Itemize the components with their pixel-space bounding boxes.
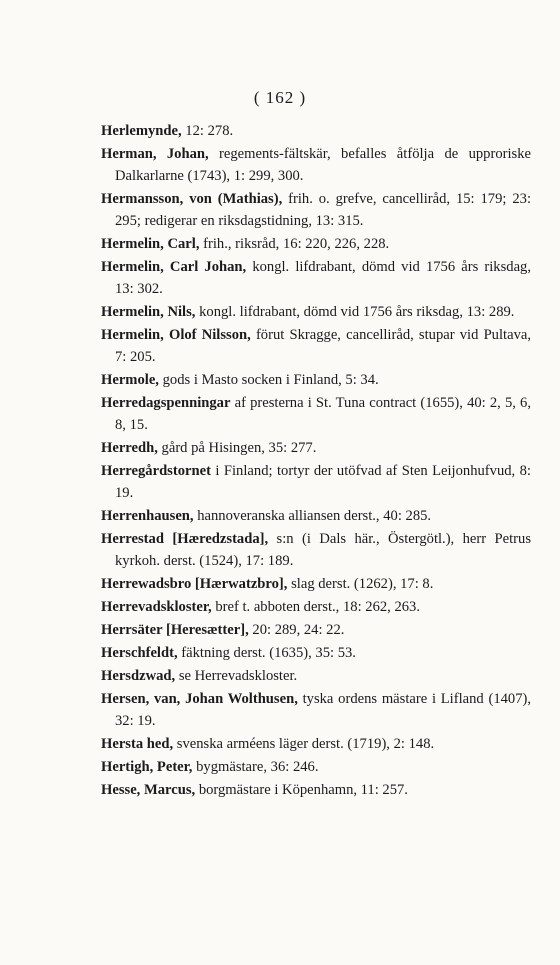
entry-text: kongl. lifdrabant, dömd vid 1756 års riksdag, 13: 289. — [195, 304, 515, 320]
entry-text: bygmästare, 36: 246. — [192, 759, 319, 775]
entry-text: i Finland; tortyr der utöfvad af Sten Leijonhufvud, 8: 19. — [115, 463, 531, 501]
entry-text: kongl. lifdrabant, dömd vid 1756 års riksdag, 13: 302. — [115, 259, 531, 297]
entry-heading: Hermelin, Carl Johan, — [101, 259, 247, 275]
page-number: ( 162 ) — [253, 88, 307, 107]
entry-heading: Herrevadskloster, — [101, 599, 212, 615]
index-entry — [101, 756, 531, 778]
index-entry — [101, 779, 531, 801]
index-entry — [101, 324, 531, 368]
index-entry — [101, 688, 531, 732]
index-entry — [101, 642, 531, 664]
entry-heading: Herrewadsbro [Hærwatzbro], — [101, 576, 288, 592]
entry-text: bref t. abboten derst., 18: 262, 263. — [211, 599, 420, 615]
entry-heading: Herrestad [Hæredzstada], — [101, 531, 269, 547]
index-entry — [101, 188, 531, 232]
entry-text: regements-fältskär, befalles åtfölja de upproriske Dalkarlarne (1743), 1: 299, 300. — [115, 146, 531, 184]
entry-heading: Herlemynde, — [101, 123, 182, 139]
index-entries — [101, 120, 531, 802]
index-entry — [101, 120, 531, 142]
index-entry — [101, 437, 531, 459]
index-entry — [101, 256, 531, 300]
index-entry — [101, 573, 531, 595]
entry-heading: Hersdzwad, — [101, 668, 176, 684]
entry-text: gård på Hisingen, 35: 277. — [157, 440, 317, 456]
index-entry — [101, 505, 531, 527]
entry-heading: Herredh, — [101, 440, 158, 456]
entry-heading: Hertigh, Peter, — [101, 759, 193, 775]
entry-text: svenska arméens läger derst. (1719), 2: 148. — [173, 736, 435, 752]
entry-text: tyska ordens mästare i Lifland (1407), 32: 19. — [115, 691, 532, 729]
entry-text: fäktning derst. (1635), 35: 53. — [177, 645, 356, 661]
entry-heading: Herredagspenningar — [101, 395, 231, 411]
entry-heading: Hermansson, von (Mathias), — [101, 191, 283, 207]
entry-heading: Herschfeldt, — [101, 645, 178, 661]
entry-heading: Hermelin, Nils, — [101, 304, 196, 320]
entry-text: se Herrevadskloster. — [175, 668, 298, 684]
index-entry — [101, 619, 531, 641]
entry-text: förut Skragge, cancelliråd, stupar vid Pultava, 7: 205. — [115, 327, 531, 365]
entry-text: frih., riksråd, 16: 220, 226, 228. — [199, 236, 390, 252]
index-entry — [101, 733, 531, 755]
entry-text: hannoveranska alliansen derst., 40: 285. — [193, 508, 432, 524]
entry-heading: Herman, Johan, — [101, 146, 209, 162]
entry-text: s:n (i Dals här., Östergötl.), herr Petrus kyrkoh. derst. (1524), 17: 189. — [115, 531, 531, 569]
entry-text: af presterna i St. Tuna contract (1655), 40: 2, 5, 6, 8, 15. — [115, 395, 531, 433]
index-entry — [101, 392, 531, 436]
entry-heading: Herrsäter [Heresætter], — [101, 622, 249, 638]
entry-heading: Hesse, Marcus, — [101, 782, 196, 798]
entry-heading: Hermelin, Olof Nilsson, — [101, 327, 251, 343]
index-entry — [101, 665, 531, 687]
entry-text: borgmästare i Köpenhamn, 11: 257. — [195, 782, 408, 798]
entry-heading: Herrenhausen, — [101, 508, 194, 524]
index-entry — [101, 596, 531, 618]
entry-text: slag derst. (1262), 17: 8. — [287, 576, 434, 592]
entry-heading: Hersta hed, — [101, 736, 174, 752]
entry-text: gods i Masto socken i Finland, 5: 34. — [158, 372, 379, 388]
entry-text: frih. o. grefve, cancelliråd, 15: 179; 23: 295; redigerar en riksdagstidning, 13: 315. — [115, 191, 532, 229]
index-entry — [101, 233, 531, 255]
index-entry — [101, 369, 531, 391]
entry-heading: Hermole, — [101, 372, 159, 388]
entry-text: 20: 289, 24: 22. — [248, 622, 345, 638]
entry-heading: Hersen, van, Johan Wolthusen, — [101, 691, 298, 707]
entry-heading: Herregårdstornet — [101, 463, 211, 479]
index-entry — [101, 143, 531, 187]
index-entry — [101, 460, 531, 504]
index-entry — [101, 528, 531, 572]
entry-heading: Hermelin, Carl, — [101, 236, 200, 252]
entry-text: 12: 278. — [181, 123, 234, 139]
index-entry — [101, 301, 531, 323]
